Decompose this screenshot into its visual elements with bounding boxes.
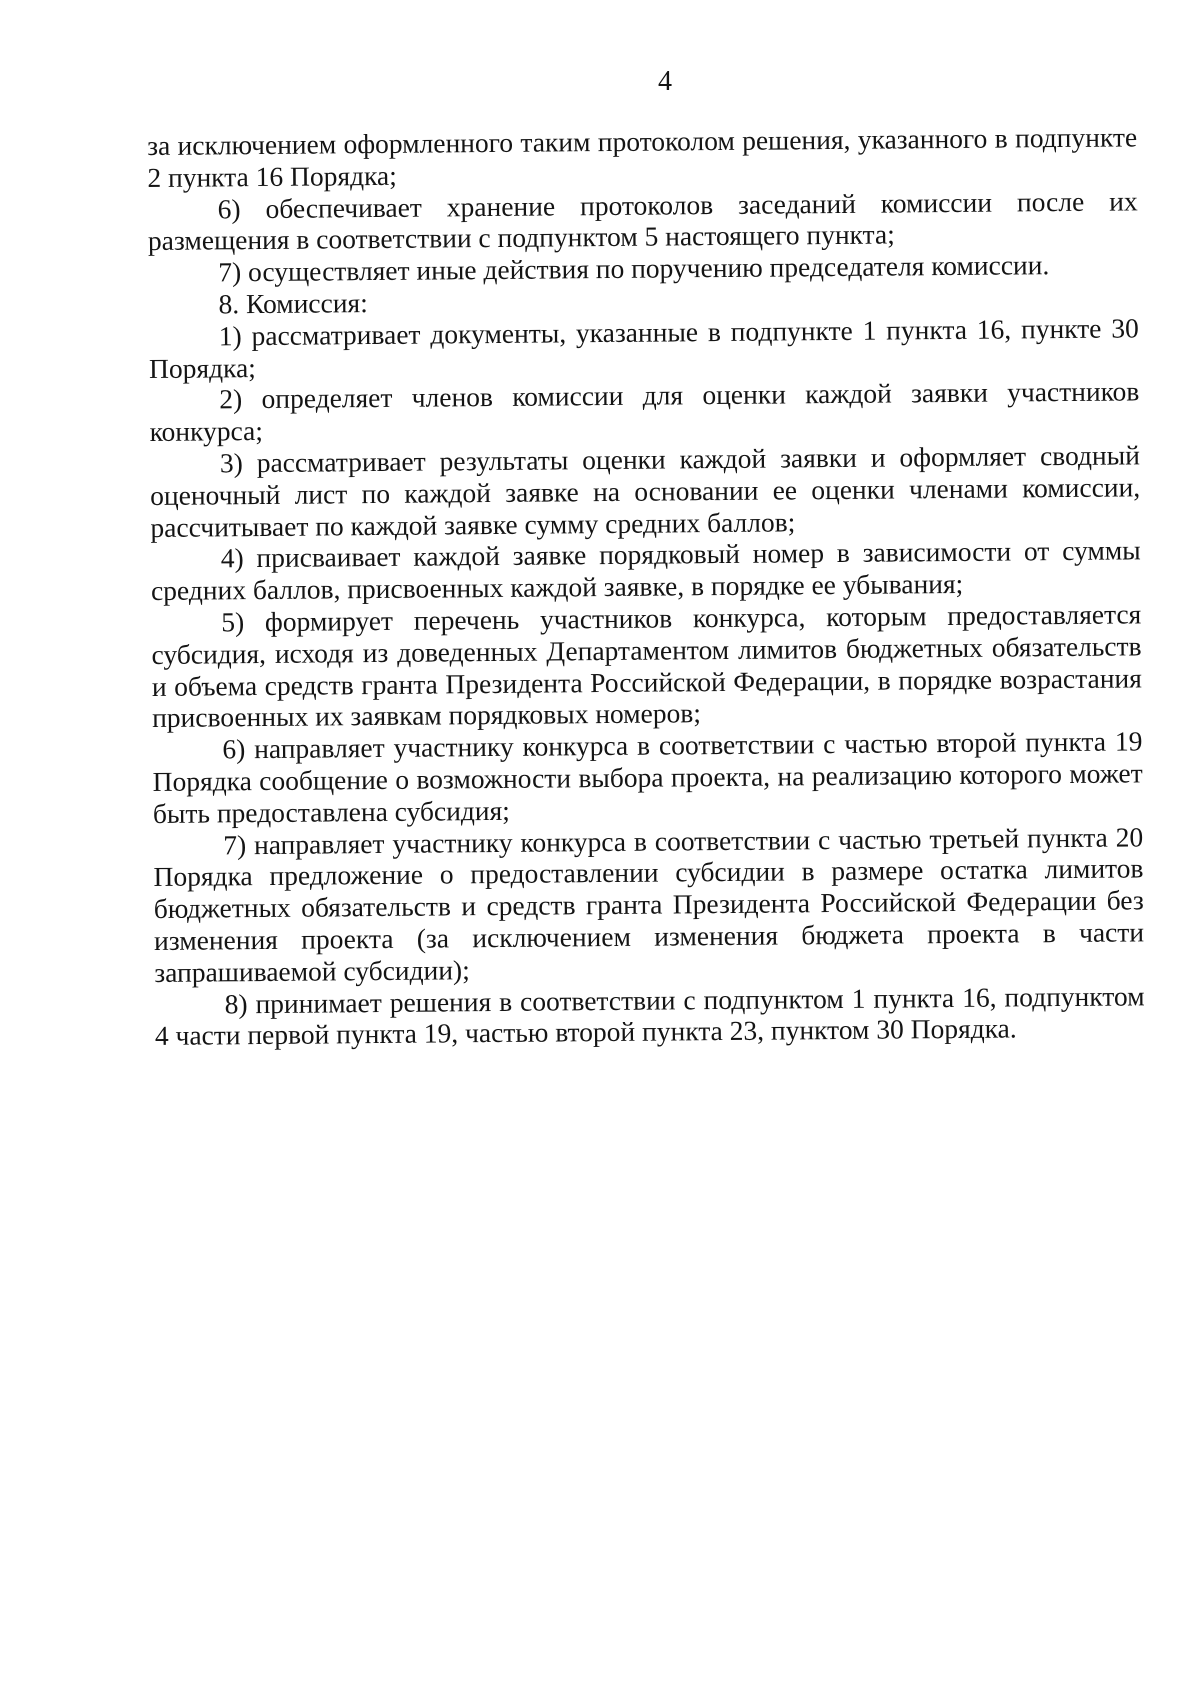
document-body: [147, 121, 1145, 1052]
paragraph-commission-5: 5) формирует перечень участников конкурса, которым предоставляется субсидия, исходя из доведенных Департаментом лимитов бюджетных обязательств и объема средств гранта Президента Российской Федерации, в порядке возрастания присвоенных их заявкам порядковых номеров;: [151, 598, 1142, 734]
paragraph-commission-1: 1) рассматривает документы, указанные в подпункте 1 пункта 16, пункте 30 Порядка;: [148, 312, 1139, 384]
paragraph-commission-4: 4) присваивает каждой заявке порядковый номер в зависимости от суммы средних баллов, присвоенных каждой заявке, в порядке ее убывания;: [150, 534, 1141, 607]
paragraph-commission-3: 3) рассматривает результаты оценки каждой заявки и оформляет сводный оценочный лист по каждой заявке на основании ее оценки членами комиссии, рассчитывает по каждой заявке сумму средних баллов;: [150, 439, 1141, 543]
paragraph-continuation: за исключением оформленного таким протоколом решения, указанного в подпункте 2 пункта 16 Порядка;: [147, 121, 1138, 193]
paragraph-commission-8: 8) принимает решения в соответствии с подпунктом 1 пункта 16, подпунктом 4 части первой пункта 19, частью второй пункта 23, пунктом 30 Порядка.: [154, 979, 1145, 1052]
paragraph-commission-2: 2) определяет членов комиссии для оценки каждой заявки участников конкурса;: [149, 375, 1140, 448]
section-heading-8: 8. Комиссия:: [218, 287, 368, 320]
page-number: 4: [658, 66, 672, 97]
paragraph-commission-7: 7) направляет участнику конкурса в соответствии с частью третьей пункта 20 Порядка предложение о предоставлении субсидии в размере остатка лимитов бюджетных обязательств и средств гранта Президента Российской Федерации без изменения проекта (за исключением изменения бюджета проекта в части запрашиваемой субсидии);: [153, 820, 1145, 988]
paragraph-item-6: 6) обеспечивает хранение протоколов заседаний комиссии после их размещения в соответствии с подпунктом 5 настоящего пункта;: [147, 184, 1138, 257]
paragraph-item-7: 7) осуществляет иные действия по поручению председателя комиссии.: [218, 249, 1050, 288]
paragraph-commission-6: 6) направляет участнику конкурса в соответствии с частью второй пункта 19 Порядка сообщение о возможности выбора проекта, на реализацию которого может быть предоставлена субсидия;: [152, 725, 1143, 829]
